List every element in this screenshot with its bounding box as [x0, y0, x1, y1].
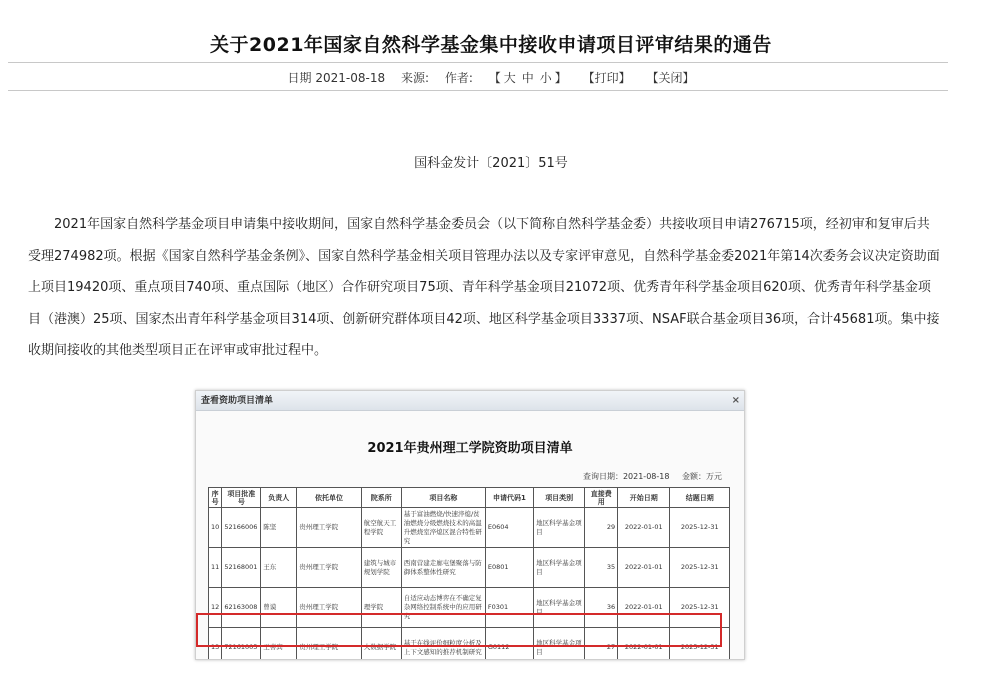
cell-pi: 陈坚 [261, 508, 297, 548]
meta-divider [8, 90, 948, 91]
cell-end-date: 2025-12-31 [670, 508, 730, 548]
print-link[interactable]: 【打印】 [582, 71, 631, 85]
article-paragraph: 2021年国家自然科学基金项目申请集中接收期间，国家自然科学基金委员会（以下简称自然科学基金委）共接收项目申请276715项，经初审和复审后共受理274982项。根据《国家自然科学基金条例》、国家自然科学基金相关项目管理办法以及专家评审意见，自然科学基金委2021年第14次委务会议决定资助面上项目19420项、重点项目740项、重点国际（地区）合作研究项目75项、青年科学基金项目21072项、优秀青年科学基金项目620项、优秀青年科学基金项目（港澳）25项、国家杰出青年科学基金项目314项、创新研究群体项目42项、地区科学基金项目3337项、NSAF联合基金项目36项，合计45681项。集中接收期间接收的其他类型项目正在评审或审批过程中。 [28, 217, 940, 358]
publish-date: 日期 2021-08-18 [287, 71, 386, 85]
cell-end-date: 2025-12-31 [670, 548, 730, 588]
title-divider [8, 62, 948, 63]
table-row [209, 548, 730, 588]
cell-code: F0301 [485, 588, 533, 628]
cell-approval-no: 72161005 [222, 628, 261, 661]
cell-category: 地区科学基金项目 [534, 548, 585, 588]
cell-department: 航空航天工程学院 [361, 508, 401, 548]
cell-cost: 35 [585, 548, 618, 588]
cell-approval-no: 62163008 [222, 588, 261, 628]
cell-approval-no: 52166006 [222, 508, 261, 548]
cell-department: 建筑与城市规划学院 [361, 548, 401, 588]
source-label: 来源: [400, 71, 429, 85]
column-header: 结题日期 [670, 488, 730, 508]
embed-header [196, 391, 744, 411]
query-info [573, 471, 722, 482]
embed-header-title: 查看资助项目清单 [201, 396, 274, 406]
article-meta [0, 69, 982, 86]
cell-institution: 贵州理工学院 [297, 508, 362, 548]
cell-category: 地区科学基金项目 [534, 628, 585, 661]
document-number: 国科金发计〔2021〕51号 [414, 156, 568, 171]
column-header: 负责人 [261, 488, 297, 508]
column-header: 院系所 [361, 488, 401, 508]
cell-department: 大数据学院 [361, 628, 401, 661]
cell-index: 12 [209, 588, 222, 628]
font-size-small-link[interactable]: 小 [539, 71, 552, 85]
cell-start-date: 2022-01-01 [618, 548, 670, 588]
amount-unit: 金额：万元 [682, 472, 722, 481]
cell-code: E0801 [485, 548, 533, 588]
cell-project-name: 基于在线评价细粒度分析及上下文感知的推荐机制研究 [401, 628, 485, 661]
cell-cost: 27 [585, 628, 618, 661]
column-header: 序号 [209, 488, 222, 508]
cell-code: E0604 [485, 508, 533, 548]
cell-end-date: 2025-12-31 [670, 588, 730, 628]
font-size-medium-link[interactable]: 中 [521, 71, 534, 85]
cell-institution: 贵州理工学院 [297, 588, 362, 628]
cell-project-name: 基于富油燃烧/快速淬熄/贫油燃烧分级燃烧技术的高温升燃烧室淬熄区混合特性研究 [401, 508, 485, 548]
cell-pi: 王东 [261, 548, 297, 588]
cell-code: G0112 [485, 628, 533, 661]
cell-institution: 贵州理工学院 [297, 548, 362, 588]
cell-approval-no: 52168001 [222, 548, 261, 588]
cell-project-name: 自适应动态博弈在不确定复杂网络控制系统中的应用研究 [401, 588, 485, 628]
font-size-open-bracket: 【 [488, 71, 501, 85]
column-header: 项目类别 [534, 488, 585, 508]
font-size-controls [489, 71, 567, 85]
column-header: 项目名称 [401, 488, 485, 508]
cell-project-name: 西南营建走廊屯堡聚落与防御体系整体性研究 [401, 548, 485, 588]
cell-start-date: 2022-01-01 [618, 628, 670, 661]
highlight-annotation-box [196, 613, 722, 647]
cell-index: 13 [209, 628, 222, 661]
cell-start-date: 2022-01-01 [618, 588, 670, 628]
embedded-screenshot [195, 390, 745, 660]
font-size-large-link[interactable]: 大 [503, 71, 516, 85]
query-date: 查询日期：2021-08-18 [582, 472, 670, 481]
cell-index: 10 [209, 508, 222, 548]
author-label: 作者: [444, 71, 473, 85]
cell-index: 11 [209, 548, 222, 588]
embed-table-title: 2021年贵州理工学院资助项目清单 [367, 441, 573, 456]
cell-pi: 曾谟 [261, 588, 297, 628]
cell-pi: 王喜宾 [261, 628, 297, 661]
column-header: 直接费用 [585, 488, 618, 508]
column-header: 项目批准号 [222, 488, 261, 508]
cell-institution: 贵州理工学院 [297, 628, 362, 661]
font-size-close-bracket: 】 [554, 71, 567, 85]
cell-category: 地区科学基金项目 [534, 588, 585, 628]
page-title: 关于2021年国家自然科学基金集中接收申请项目评审结果的通告 [210, 34, 772, 56]
close-link[interactable]: 【关闭】 [646, 71, 695, 85]
column-header: 申请代码1 [485, 488, 533, 508]
cell-start-date: 2022-01-01 [618, 508, 670, 548]
cell-end-date: 2025-12-31 [670, 628, 730, 661]
column-header: 开始日期 [618, 488, 670, 508]
cell-category: 地区科学基金项目 [534, 508, 585, 548]
cell-department: 理学院 [361, 588, 401, 628]
close-icon[interactable]: × [731, 395, 740, 406]
cell-cost: 29 [585, 508, 618, 548]
cell-cost: 36 [585, 588, 618, 628]
column-header: 依托单位 [297, 488, 362, 508]
table-header-row [209, 488, 730, 508]
table-row [209, 508, 730, 548]
